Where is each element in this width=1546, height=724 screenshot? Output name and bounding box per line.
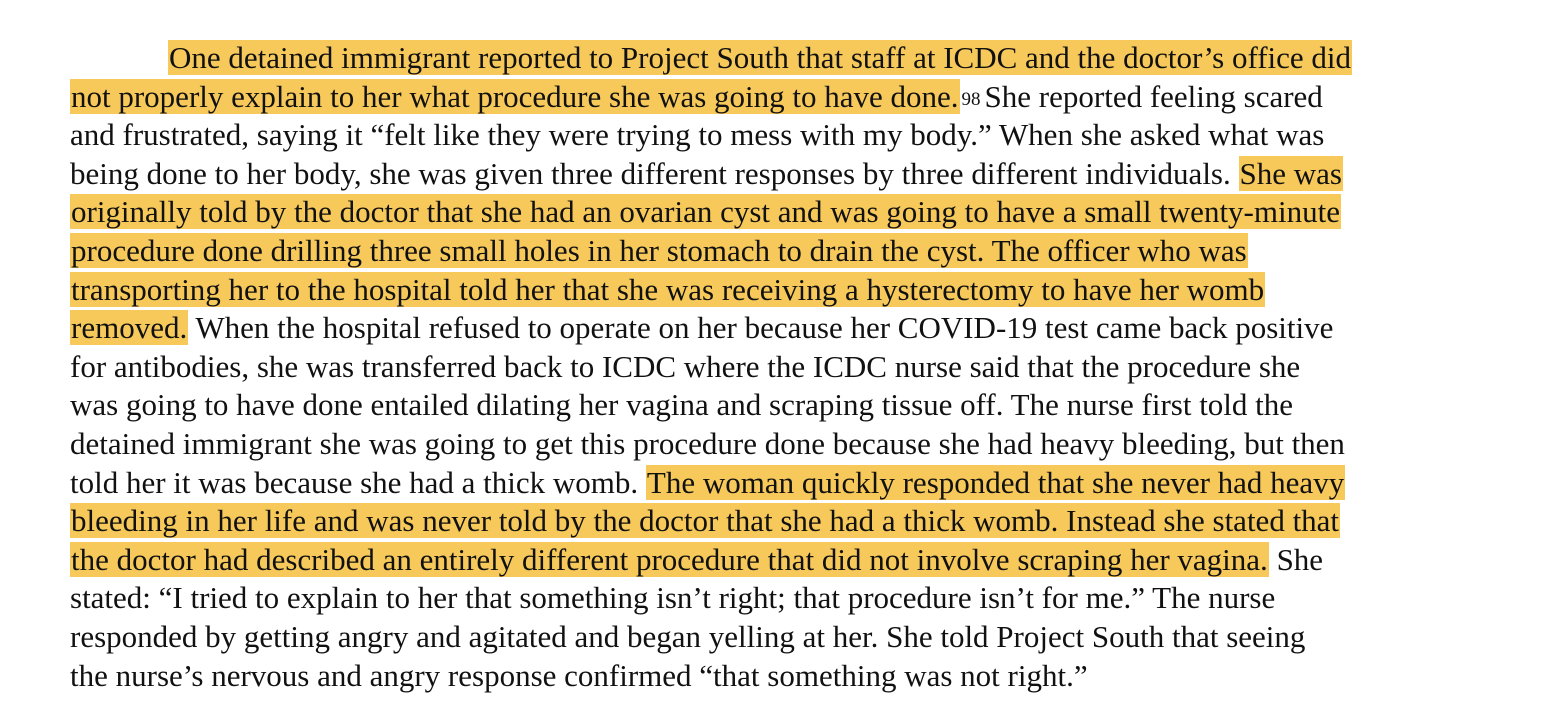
text-line [70,464,1345,502]
text-line [70,309,1333,347]
text-line [70,193,1341,231]
text-line [70,78,1323,116]
highlighted-text: originally told by the doctor that she had an ovarian cyst and was going to have a small twenty-minute [71,194,1340,230]
highlighted-text: She was [1239,155,1342,191]
highlighted-text: removed. [71,310,188,346]
highlighted-text: transporting her to the hospital told her that she was receiving a hysterectomy to have her womb [71,271,1265,307]
text-line [70,386,1293,424]
body-text: She reported feeling scared [984,78,1323,114]
body-text: was going to have done entailed dilating her vagina and scraping tissue off. The nurse first told the [70,387,1294,423]
body-text: told her it was because she had a thick womb. [70,464,646,500]
text-line [70,657,1088,695]
body-text: and frustrated, saying it “felt like they were trying to mess with my body.” When she asked what was [70,117,1325,153]
body-text: responded by getting angry and agitated and began yelling at her. She told Project South that seeing [70,619,1306,654]
text-line [70,348,1300,386]
body-text: When the hospital refused to operate on her because her COVID-19 test came back positive [188,310,1334,346]
body-text: the nurse’s nervous and angry response confirmed “that something was not right.” [70,657,1088,693]
highlighted-text: procedure done drilling three small holes in her stomach to drain the cyst. The officer who was [71,233,1247,268]
highlighted-text: One detained immigrant reported to Project South that staff at ICDC and the doctor’s office did [169,40,1352,75]
text-line [70,116,1324,154]
highlighted-text: bleeding in her life and was never told by the doctor that she had a thick womb. Instead she stated that [71,503,1340,539]
highlighted-text: The woman quickly responded that she never had heavy [646,464,1345,500]
text-line [70,579,1275,617]
highlighted-text: not properly explain to her what procedure she was going to have done. [71,78,959,114]
text-line [70,155,1343,193]
highlighted-text: the doctor had described an entirely different procedure that did not involve scraping her vagina. [71,541,1268,577]
body-text: stated: “I tried to explain to her that something isn’t right; that procedure isn’t for me.” The nurse [70,580,1276,616]
text-line [70,271,1265,309]
text-line [70,541,1323,579]
body-text: being done to her body, she was given three different responses by three different individuals. [70,155,1239,191]
text-line [70,425,1345,463]
footnote-marker: 98 [961,88,981,110]
text-line [70,232,1248,270]
text-line [168,39,1352,77]
body-text: She [1268,541,1324,577]
body-text: for antibodies, she was transferred back to ICDC where the ICDC nurse said that the procedure she [70,348,1301,384]
text-line [70,502,1340,540]
body-text: detained immigrant she was going to get this procedure done because she had heavy bleeding, but then [70,426,1345,461]
text-line [70,618,1305,656]
